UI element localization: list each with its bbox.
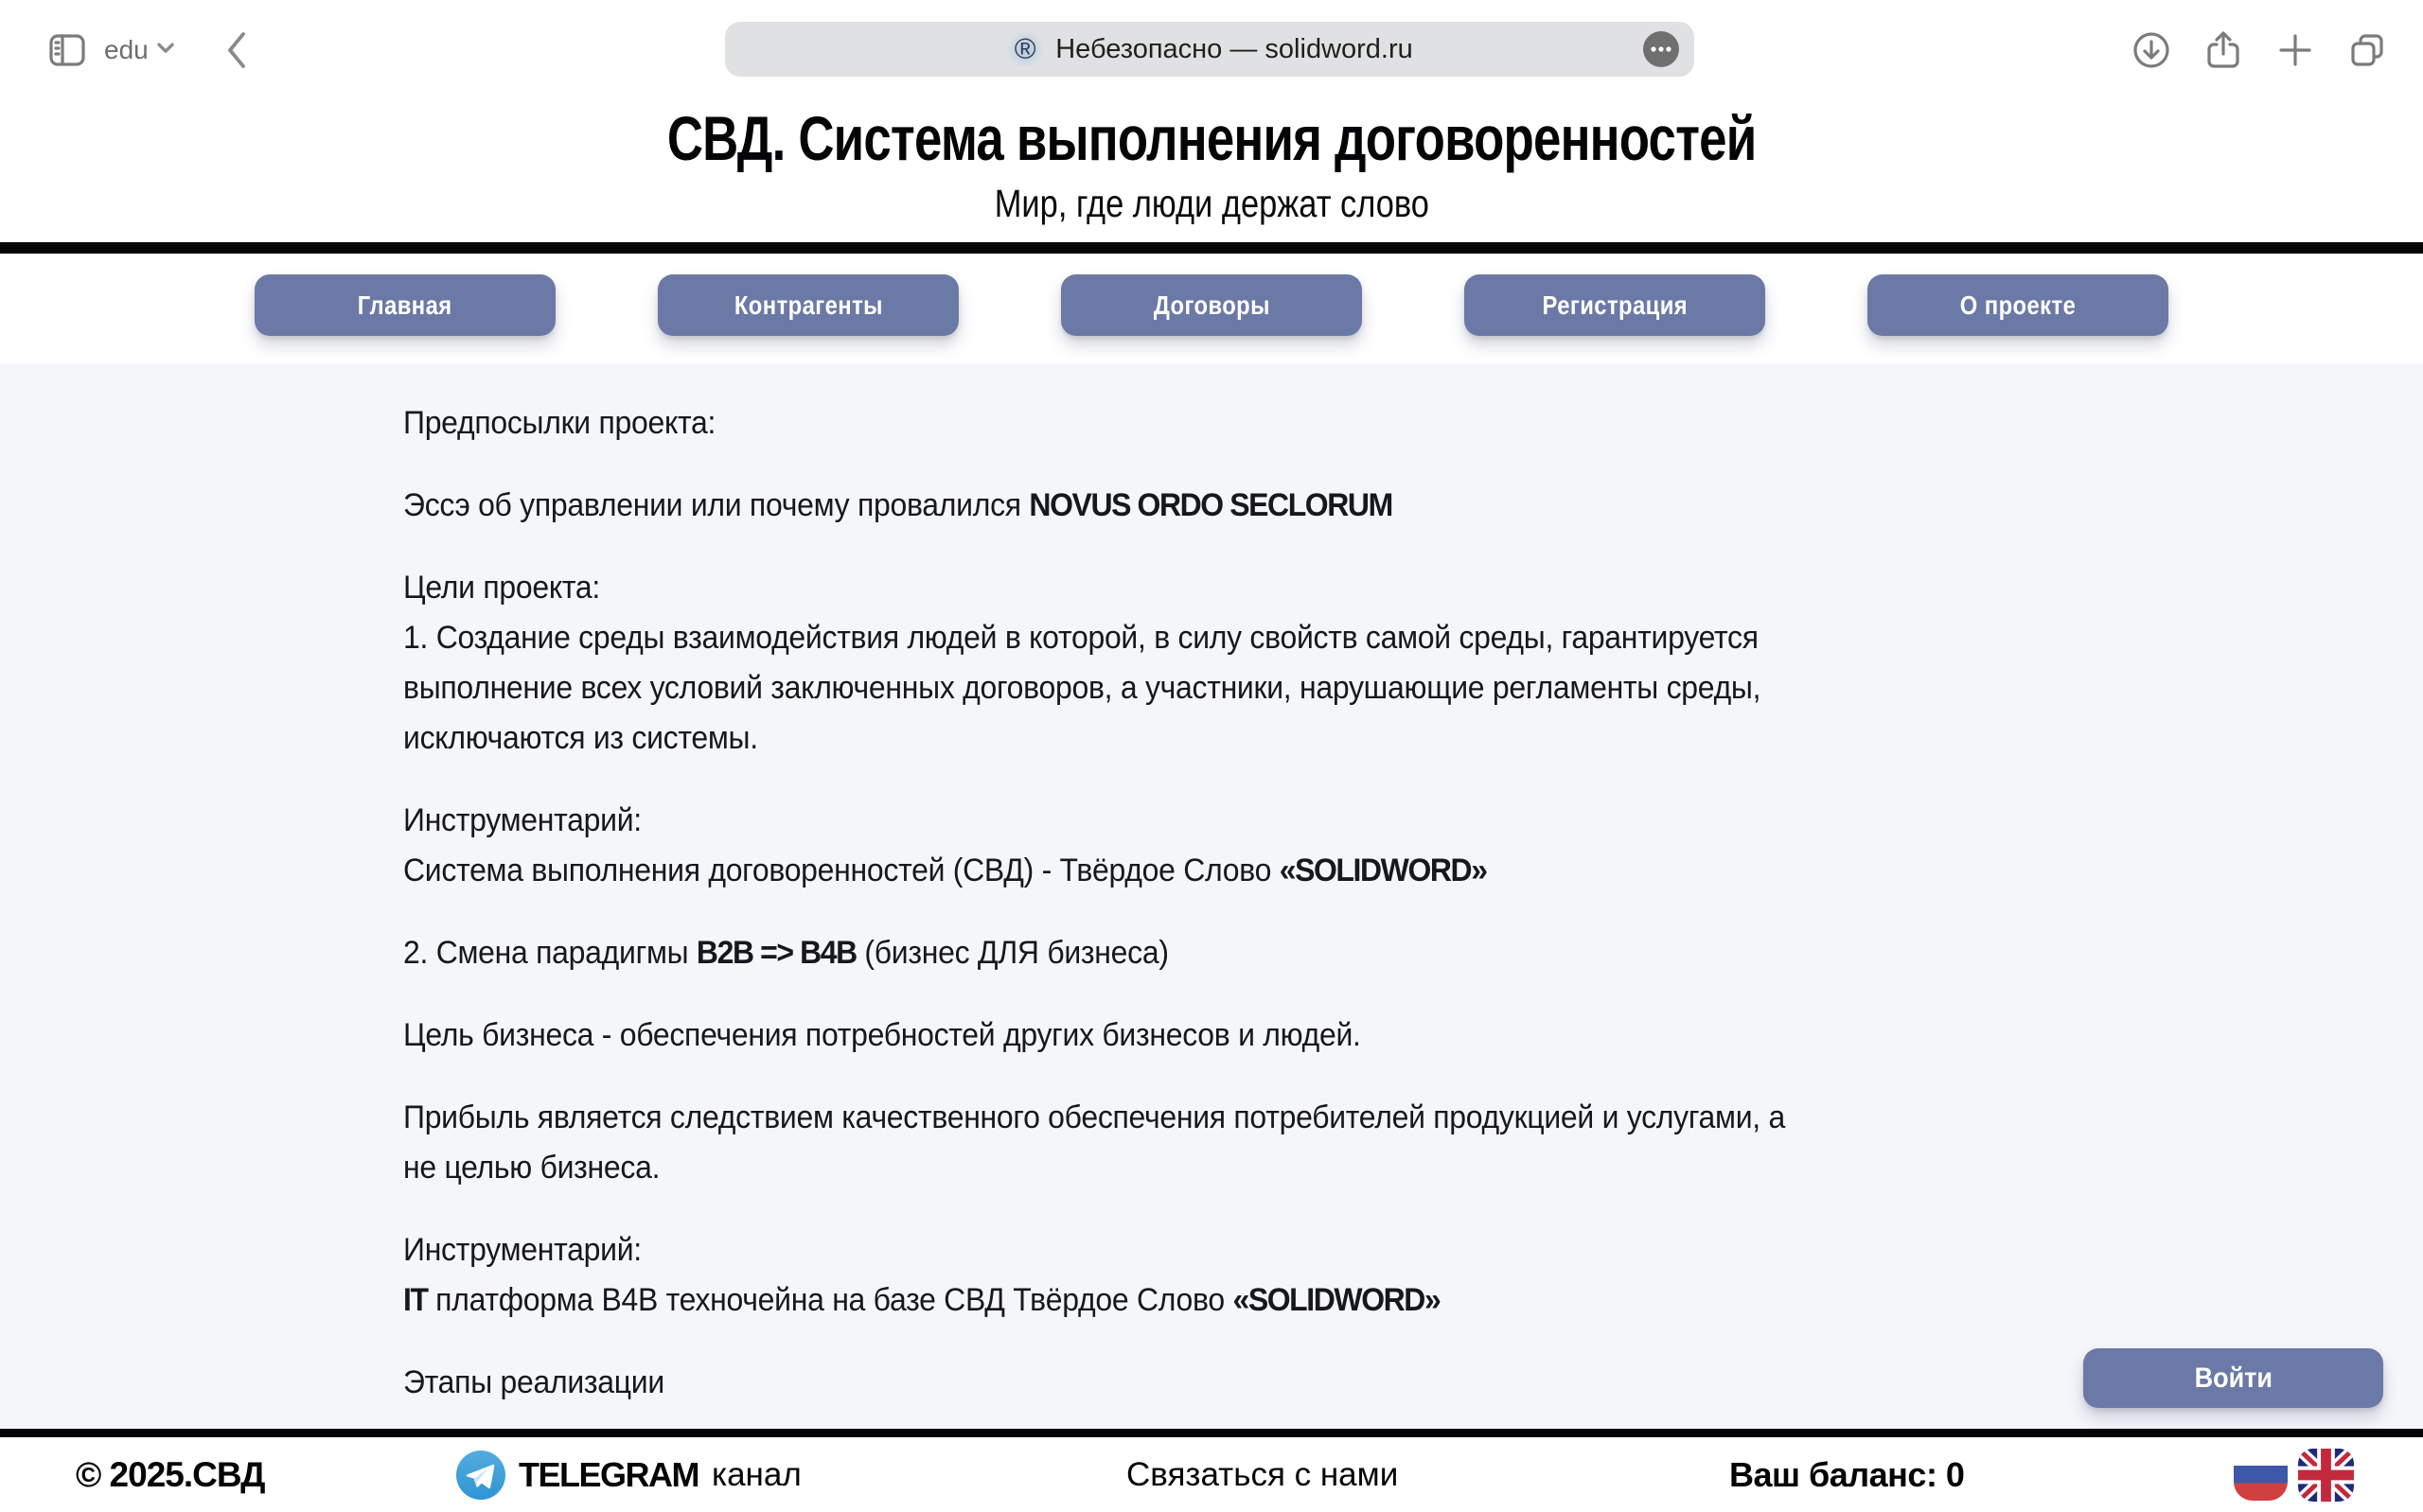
text-segment: Инструментарий: (403, 802, 642, 838)
text-segment: платформа В4В техночейна на базе СВД Твёрдое Слово (427, 1282, 1233, 1318)
text-segment: выполнение всех условий заключенных договоров, а участники, нарушающие регламенты среды, (403, 670, 1761, 706)
paragraph-stages (403, 1358, 1785, 1408)
nav-label: Главная (358, 290, 452, 320)
nav-item-about[interactable] (1867, 274, 2168, 336)
address-bar[interactable] (725, 22, 1694, 77)
contact-link[interactable]: Связаться с нами (1126, 1455, 1399, 1493)
paragraph-essay (403, 481, 1785, 531)
paragraph-goals (403, 563, 1785, 764)
paragraph-profit (403, 1093, 1785, 1193)
nav-item-main[interactable] (255, 274, 556, 336)
nav-item-registration[interactable] (1464, 274, 1765, 336)
nav-label: Регистрация (1542, 290, 1688, 320)
header-divider (0, 242, 2423, 254)
paragraph-paradigm (403, 928, 1785, 978)
paragraph-toolkit-1 (403, 796, 1785, 896)
text-segment: Предпосылки проекта: (403, 405, 716, 441)
nav-item-contractors[interactable] (658, 274, 959, 336)
chevron-left-icon (221, 28, 253, 72)
text-segment: Система выполнения договоренностей (СВД) - Твёрдое Слово (403, 853, 1280, 888)
sidebar-toggle-button[interactable] (44, 28, 91, 72)
page-menu-button[interactable] (1643, 31, 1679, 67)
text-segment: исключаются из системы. (403, 720, 758, 756)
tab-overview-button[interactable] (2345, 28, 2389, 72)
telegram-link[interactable] (456, 1450, 802, 1500)
text-segment: Цели проекта: (403, 570, 600, 606)
paragraph-business-goal (403, 1011, 1785, 1061)
tabs-icon (2345, 28, 2389, 72)
page-content (0, 364, 2423, 1429)
profile-label: edu (104, 34, 149, 64)
nav-label: Договоры (1153, 290, 1270, 320)
download-icon (2130, 28, 2173, 72)
page-subtitle: Мир, где люди держат слово (994, 182, 1429, 225)
copyright-text: © 2025.СВД (76, 1454, 265, 1494)
plus-icon (2273, 28, 2317, 72)
share-button[interactable] (2202, 28, 2245, 72)
main-nav (0, 254, 2423, 364)
registered-mark-icon: ® (1006, 30, 1044, 68)
uk-flag-icon[interactable] (2298, 1449, 2354, 1502)
text-segment: 1. Создание среды взаимодействия людей в которой, в силу свойств самой среды, гарантируется (403, 620, 1759, 656)
text-segment-bold: «SOLIDWORD» (1232, 1282, 1441, 1318)
footer (0, 1437, 2423, 1512)
balance-text: Ваш баланс: 0 (1729, 1454, 1965, 1494)
chevron-down-icon (156, 41, 175, 59)
text-segment: Цель бизнеса - обеспечения потребностей других бизнесов и людей. (403, 1017, 1361, 1053)
new-tab-button[interactable] (2273, 28, 2317, 72)
text-segment: Инструментарий: (403, 1232, 642, 1268)
text-segment: 2. Смена парадигмы (403, 935, 697, 971)
text-segment-bold: B2B => B4B (696, 935, 857, 971)
text-segment-bold: «SOLIDWORD» (1279, 853, 1487, 888)
browser-toolbar (0, 0, 2423, 99)
text-segment: Эссэ об управлении или почему провалился (403, 487, 1030, 523)
telegram-icon (456, 1450, 505, 1500)
text-segment: Прибыль является следствием качественного обеспечения потребителей продукцией и услугами, а (403, 1099, 1785, 1135)
language-switcher (2234, 1449, 2354, 1502)
page-title: СВД. Система выполнения договоренностей (666, 103, 1757, 173)
text-segment-bold: IT (403, 1282, 428, 1318)
text-segment: Этапы реализации (403, 1364, 664, 1400)
profile-switcher[interactable] (104, 35, 175, 65)
login-button[interactable] (2083, 1348, 2383, 1408)
telegram-label-rest: канал (712, 1455, 802, 1493)
text-segment: не целью бизнеса. (403, 1150, 661, 1186)
downloads-button[interactable] (2130, 28, 2173, 72)
russian-flag-icon[interactable] (2234, 1449, 2288, 1501)
login-button-label: Войти (2194, 1362, 2273, 1394)
address-text: Небезопасно — solidword.ru (1055, 33, 1413, 64)
telegram-label-bold: TELEGRAM (519, 1454, 699, 1494)
text-segment: (бизнес ДЛЯ бизнеса) (856, 935, 1169, 971)
paragraph-toolkit-2 (403, 1225, 1785, 1326)
sidebar-icon (44, 28, 91, 72)
share-icon (2202, 28, 2245, 72)
nav-item-contracts[interactable] (1061, 274, 1362, 336)
paragraph-premises (403, 398, 1785, 448)
ellipsis-icon (1650, 44, 1672, 54)
footer-divider (0, 1429, 2423, 1437)
nav-label: Контрагенты (734, 290, 883, 320)
text-segment-bold: NOVUS ORDO SECLORUM (1029, 487, 1392, 523)
nav-label: О проекте (1959, 290, 2077, 320)
back-button[interactable] (221, 28, 253, 72)
text-column (403, 398, 1785, 1440)
